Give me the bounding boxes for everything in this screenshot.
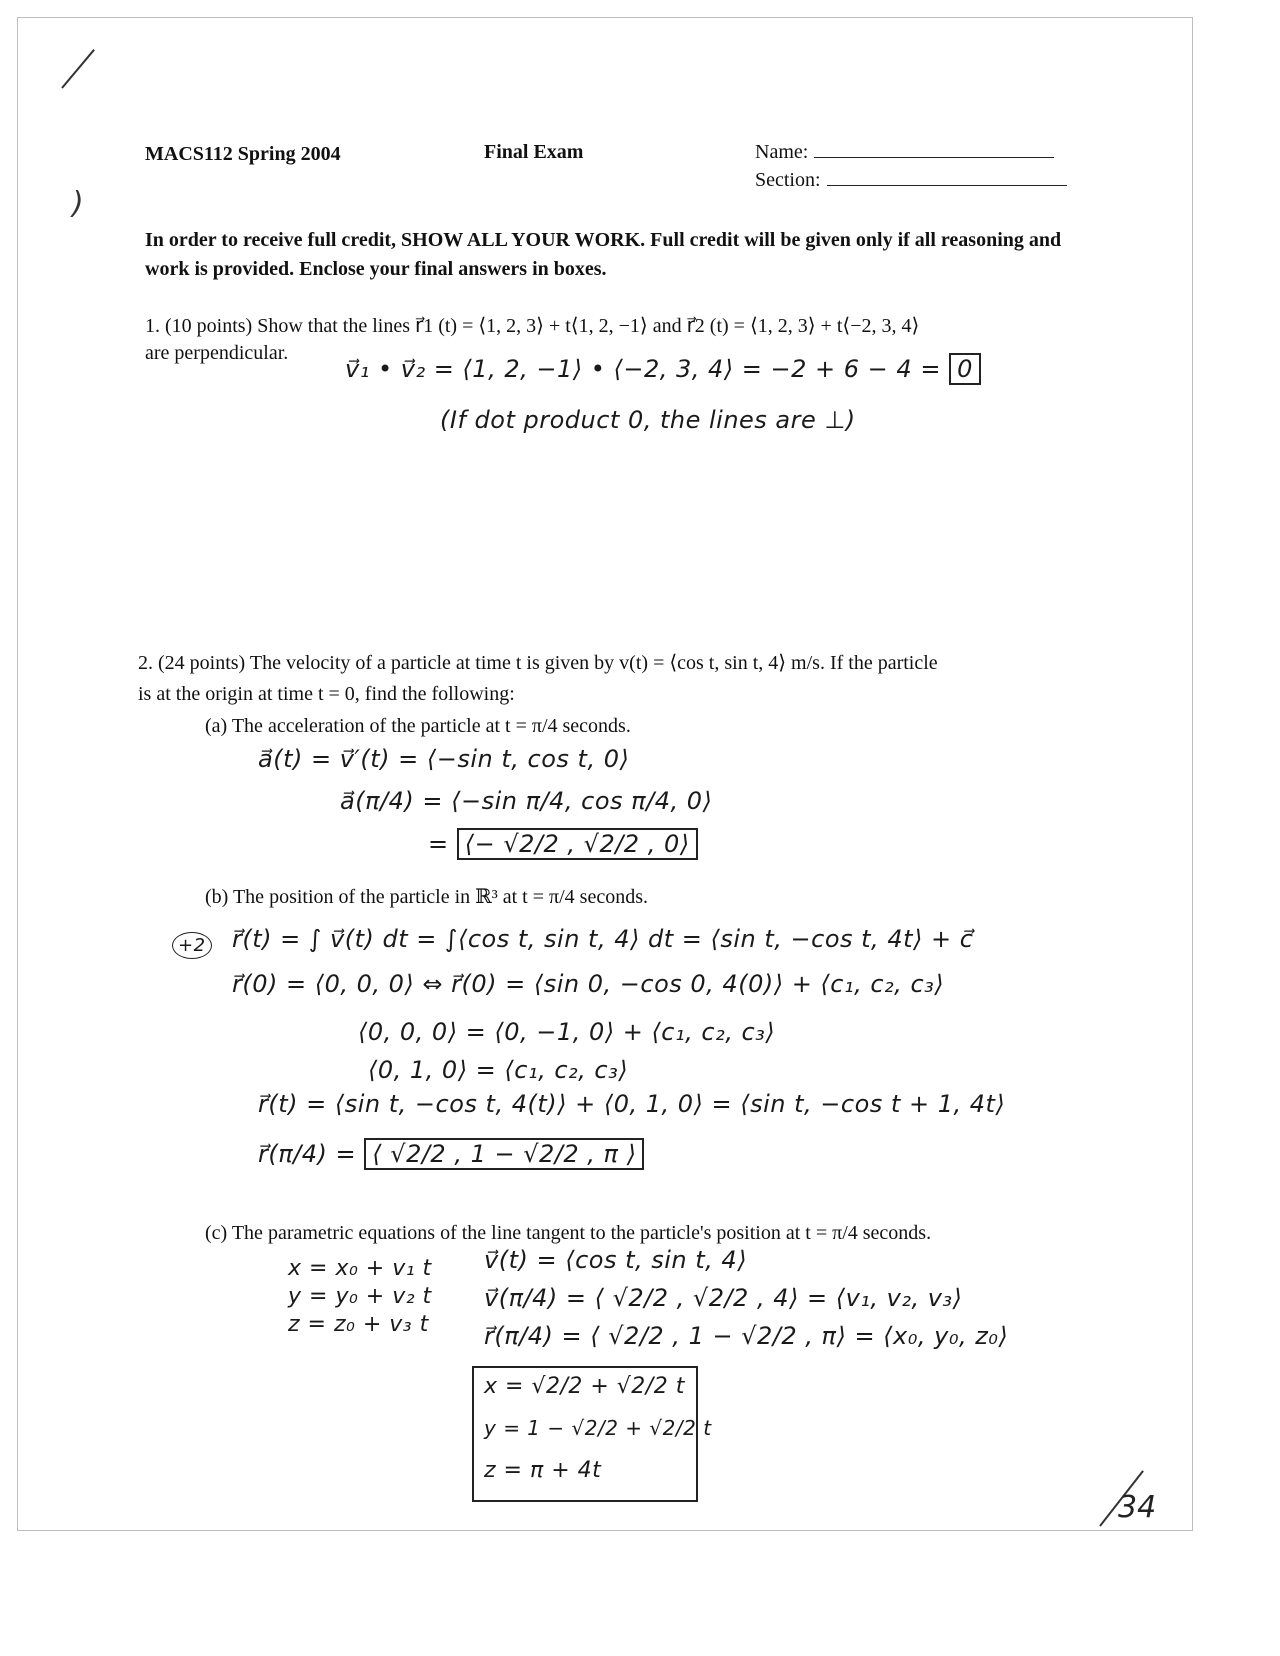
q2a-label: (a) — [205, 715, 228, 737]
q1-number: 1. — [145, 315, 160, 337]
q2b-r-pi4: r⃗(π/4) = — [258, 1140, 357, 1168]
grade-total: 34 — [1118, 1490, 1157, 1525]
q2c-right-3: r⃗(π/4) = ⟨ √2/2 , 1 − √2/2 , π⟩ = ⟨x₀, y₀, z₀⟩ — [484, 1322, 1009, 1350]
q2-prompt-2: is at the origin at time t = 0, find the following: — [138, 683, 515, 705]
q2c-right-2: v⃗(π/4) = ⟨ √2/2 , √2/2 , 4⟩ = ⟨v₁, v₂, v₃⟩ — [484, 1284, 963, 1312]
q1-prompt — [145, 313, 919, 338]
q1-points: (10 points) — [165, 315, 253, 337]
q2-text: The velocity of a particle at time t is given by v(t) = ⟨cos t, sin t, 4⟩ m/s. If the particle — [249, 652, 938, 674]
q1-answer-box: 0 — [949, 353, 981, 385]
q2a-text: The acceleration of the particle at t = π/4 seconds. — [231, 715, 631, 737]
q2-points: (24 points) — [158, 652, 246, 674]
q1-work-2: (If dot product 0, the lines are ⊥) — [440, 406, 856, 434]
instructions: In order to receive full credit, SHOW ALL YOUR WORK. Full credit will be given only if all reasoning and work is provided. Enclose your final answers in boxes. — [145, 229, 1062, 280]
section-line — [827, 169, 1067, 186]
q2c-label: (c) — [205, 1222, 228, 1244]
q2c-right-1: v⃗(t) = ⟨cos t, sin t, 4⟩ — [484, 1246, 748, 1274]
q2a-work-3 — [428, 830, 698, 858]
q2a-prompt — [205, 715, 631, 738]
q2c-left-2: y = y₀ + v₂ t — [288, 1284, 432, 1309]
q1-prompt-2: are perpendicular. — [145, 342, 289, 364]
q2c-prompt — [205, 1222, 931, 1245]
name-field — [755, 141, 1054, 164]
name-line — [814, 141, 1054, 158]
q1-text: Show that the lines r⃗1 (t) = ⟨1, 2, 3⟩ + t⟨1, 2, −1⟩ and r⃗2 (t) = ⟨1, 2, 3⟩ + t⟨−2, 3, 4⟩ — [257, 315, 920, 337]
name-label: Name: — [755, 141, 809, 163]
q2a-equals: = — [428, 830, 449, 858]
q2c-left-1: x = x₀ + v₁ t — [288, 1256, 432, 1281]
section-label: Section: — [755, 169, 821, 191]
q2-number: 2. — [138, 652, 153, 674]
q2b-label: (b) — [205, 886, 229, 908]
q2c-text: The parametric equations of the line tangent to the particle's position at t = π/4 seconds. — [231, 1222, 932, 1244]
q2c-left-3: z = z₀ + v₃ t — [288, 1312, 429, 1337]
q2b-answer-box: ⟨ √2/2 , 1 − √2/2 , π ⟩ — [364, 1138, 644, 1170]
q2b-work-3: ⟨0, 0, 0⟩ = ⟨0, −1, 0⟩ + ⟨c₁, c₂, c₃⟩ — [358, 1018, 776, 1046]
pen-mark: ) — [72, 186, 85, 221]
q2a-work-2: a⃗(π/4) = ⟨−sin π/4, cos π/4, 0⟩ — [340, 787, 713, 815]
q2b-work-2: r⃗(0) = ⟨0, 0, 0⟩ ⇔ r⃗(0) = ⟨sin 0, −cos 0, 4(0)⟩ + ⟨c₁, c₂, c₃⟩ — [232, 970, 945, 998]
exam-title: Final Exam — [484, 141, 584, 163]
q2b-score-mark: +2 — [172, 932, 212, 959]
q2-prompt — [138, 650, 938, 675]
q2c-answer-z: z = π + 4t — [484, 1458, 602, 1483]
q2b-work-4: ⟨0, 1, 0⟩ = ⟨c₁, c₂, c₃⟩ — [368, 1056, 629, 1084]
q2c-answer-box — [472, 1366, 712, 1502]
q1-work-expression: v⃗₁ • v⃗₂ = ⟨1, 2, −1⟩ • ⟨−2, 3, 4⟩ = −2 + 6 − 4 = — [345, 355, 941, 383]
q2b-work-5: r⃗(t) = ⟨sin t, −cos t, 4(t)⟩ + ⟨0, 1, 0⟩ = ⟨sin t, −cos t + 1, 4t⟩ — [258, 1090, 1006, 1118]
q2a-answer-box: ⟨− √2/2 , √2/2 , 0⟩ — [457, 828, 698, 860]
q2c-answer-y: y = 1 − √2/2 + √2/2 t — [484, 1416, 712, 1440]
section-field — [755, 169, 1067, 192]
q2b-work-1: r⃗(t) = ∫ v⃗(t) dt = ∫⟨cos t, sin t, 4⟩ dt = ⟨sin t, −cos t, 4t⟩ + c⃗ — [232, 925, 974, 953]
q1-work-1 — [345, 355, 981, 383]
course-title: MACS112 Spring 2004 — [145, 143, 341, 165]
q2b-prompt — [205, 884, 648, 909]
q2b-text: The position of the particle in ℝ³ at t = π/4 seconds. — [232, 886, 648, 908]
q2a-work-1: a⃗(t) = v⃗′(t) = ⟨−sin t, cos t, 0⟩ — [258, 745, 630, 773]
q2b-work-6 — [258, 1140, 644, 1168]
q2c-answer-x: x = √2/2 + √2/2 t — [484, 1374, 685, 1399]
